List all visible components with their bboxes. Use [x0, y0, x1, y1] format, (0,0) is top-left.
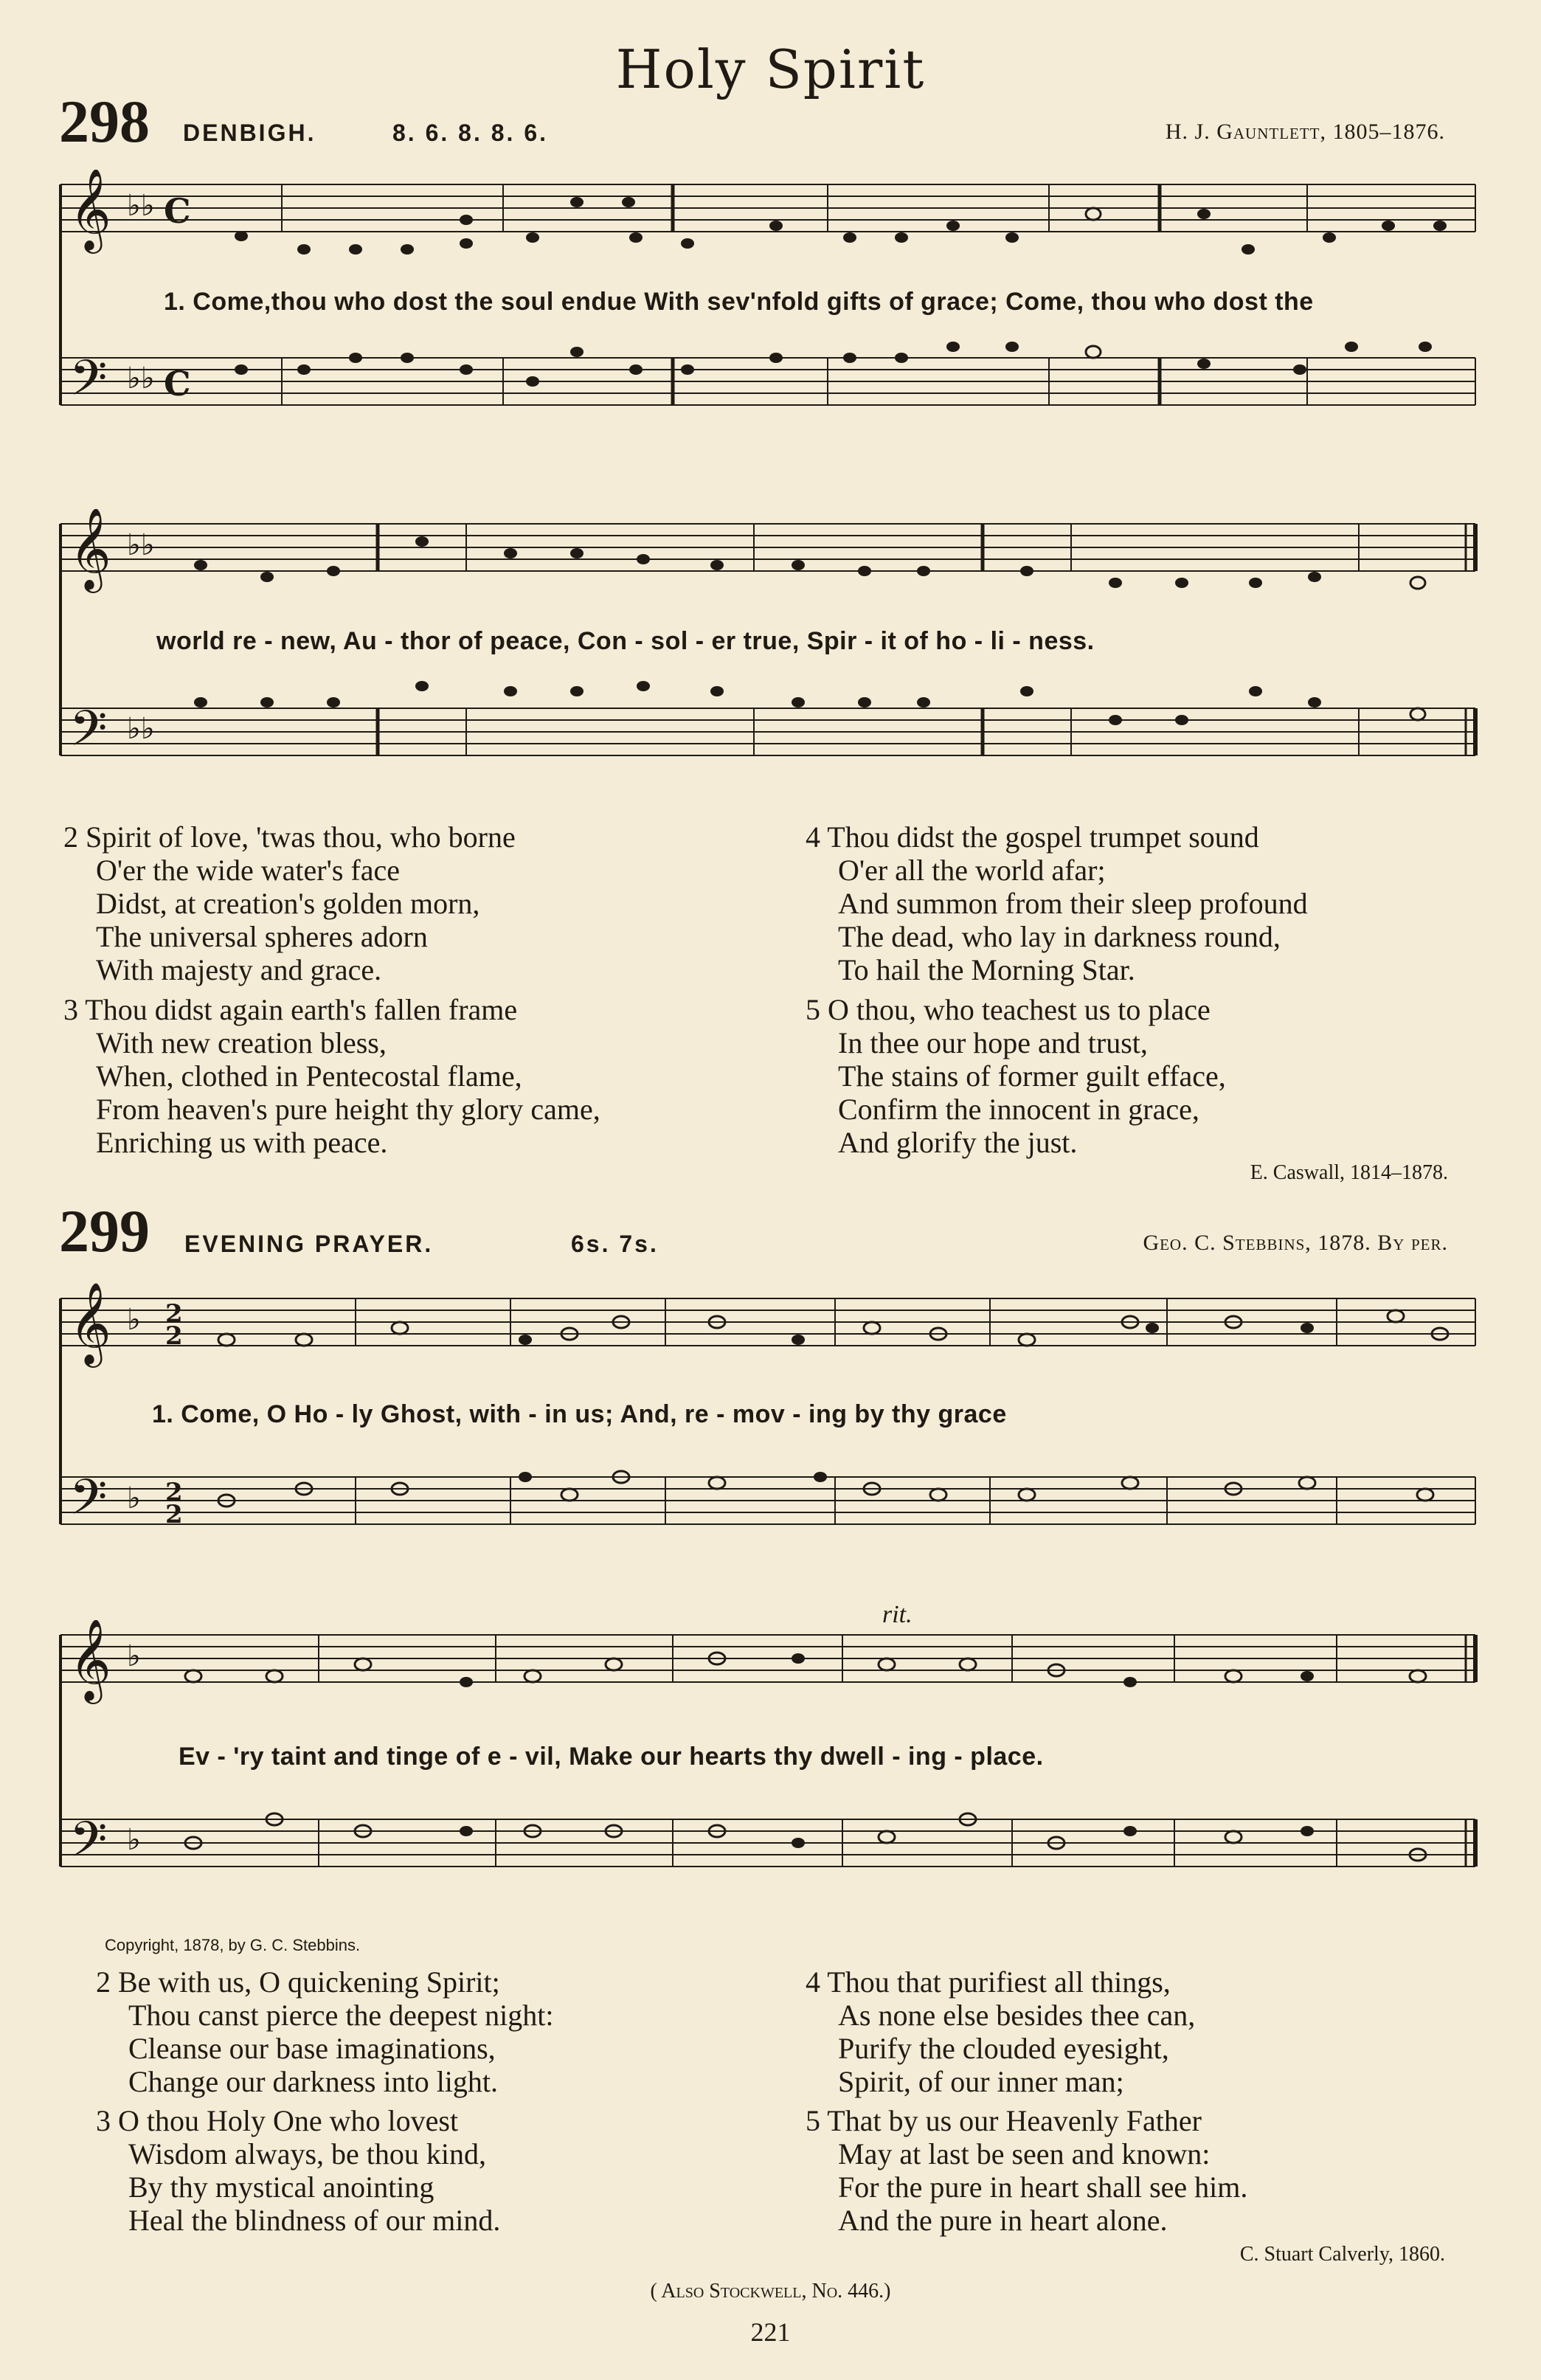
hymn-299-verse-5: 5 That by us our Heavenly Father May at last be seen and known: For the pure in heart shall see him. And the pure in heart alone. [806, 2104, 1248, 2237]
hymn-298-verse-4: 4 Thou didst the gospel trumpet sound O'er all the world afar; And summon from their sleep profound The dead, who lay in darkness round, To hail the Morning Star. [806, 820, 1308, 986]
hymn-299-author: C. Stuart Calverly, 1860. [1239, 2243, 1445, 2266]
hymn-298-verse-3: 3 Thou didst again earth's fallen frame With new creation bless, When, clothed in Pentecostal flame, From heaven's pure height thy glory came, Enriching us with peace. [63, 993, 600, 1159]
hymn-298-system-2 [53, 509, 1483, 804]
svg-text:2: 2 [165, 1478, 183, 1507]
hymn-299-copyright: Copyright, 1878, by G. C. Stebbins. [105, 1936, 361, 1954]
hymn-299-tune: EVENING PRAYER. [184, 1231, 434, 1257]
svg-text:♭: ♭ [127, 1639, 141, 1673]
hymn-298-system-1 [53, 170, 1483, 450]
hymn-298-tune: DENBIGH. [183, 120, 316, 146]
hymn-299-verse-4: 4 Thou that purifiest all things, As none else besides thee can, Purify the clouded eyesight, Spirit, of our inner man; [806, 1965, 1196, 2098]
hymn-299-composer: Geo. C. Stebbins, 1878. By per. [1143, 1231, 1448, 1255]
music-staff-icon [53, 509, 1483, 804]
svg-text:𝄞: 𝄞 [69, 170, 111, 250]
hymn-298-author: E. Caswall, 1814–1878. [1250, 1161, 1448, 1184]
svg-text:2: 2 [165, 1299, 183, 1329]
svg-text:♭♭: ♭♭ [127, 528, 155, 562]
svg-text:𝄢: 𝄢 [69, 350, 108, 418]
hymn-298-composer: H. J. Gauntlett, 1805–1876. [1165, 120, 1445, 144]
music-staff-icon [53, 1620, 1483, 1930]
svg-text:♭: ♭ [127, 1481, 141, 1515]
svg-text:♭: ♭ [127, 1823, 141, 1857]
svg-text:𝄢: 𝄢 [69, 1811, 108, 1880]
svg-text:𝄞: 𝄞 [69, 1620, 111, 1701]
svg-text:𝄢: 𝄢 [69, 700, 108, 769]
svg-text:C: C [164, 364, 191, 404]
hymn-299-lyrics-line-2: Ev - 'ry taint and tinge of e - vil, Make our hearts thy dwell - ing - place. [179, 1743, 1044, 1771]
also-reference: ( Also Stockwell, No. 446.) [650, 2280, 891, 2303]
page-number: 221 [750, 2317, 791, 2347]
hymn-299-system-2 [53, 1601, 1483, 1930]
section-title: Holy Spirit [615, 38, 926, 100]
svg-text:𝄞: 𝄞 [69, 1281, 111, 1364]
hymn-299-verse-3: 3 O thou Holy One who lovest Wisdom always, be thou kind, By thy mystical anointing Heal the blindness of our mind. [96, 2104, 501, 2237]
svg-text:C: C [164, 191, 191, 231]
hymn-298-lyrics-line-1: 1. Come,thou who dost the soul endue With sev'nfold gifts of grace; Come, thou who dost the [164, 288, 1314, 316]
hymn-299-lyrics-line-1: 1. Come, O Ho - ly Ghost, with - in us; And, re - mov - ing by thy grace [152, 1400, 1007, 1428]
svg-text:𝄢: 𝄢 [69, 1469, 108, 1537]
svg-text:2: 2 [165, 1500, 183, 1529]
hymn-299-meter: 6s. 7s. [571, 1231, 659, 1257]
hymn-298-lyrics-line-2: world re - new, Au - thor of peace, Con - sol - er true, Spir - it of ho - li - ness. [156, 627, 1095, 655]
svg-text:♭: ♭ [127, 1303, 141, 1337]
svg-text:𝄞: 𝄞 [69, 509, 111, 589]
svg-text:♭♭: ♭♭ [127, 362, 155, 395]
hymn-298-meter: 8. 6. 8. 8. 6. [392, 120, 548, 146]
svg-text:♭♭: ♭♭ [127, 189, 155, 223]
hymn-298-verse-5: 5 O thou, who teachest us to place In thee our hope and trust, The stains of former guilt efface, Confirm the innocent in grace, And glorify the just. [806, 993, 1226, 1159]
hymn-298-verse-2: 2 Spirit of love, 'twas thou, who borne O'er the wide water's face Didst, at creation's golden morn, The universal spheres adorn With majesty and grace. [63, 820, 516, 986]
svg-text:2: 2 [165, 1321, 183, 1351]
ritardando-marking: rit. [882, 1601, 913, 1628]
hymn-299-system-1 [53, 1276, 1483, 1571]
hymn-299-number: 299 [59, 1197, 150, 1265]
hymn-298-number: 298 [59, 88, 150, 155]
svg-text:♭♭: ♭♭ [127, 712, 155, 746]
hymn-299-verse-2: 2 Be with us, O quickening Spirit; Thou canst pierce the deepest night: Cleanse our base imaginations, Change our darkness into light. [96, 1965, 554, 2098]
